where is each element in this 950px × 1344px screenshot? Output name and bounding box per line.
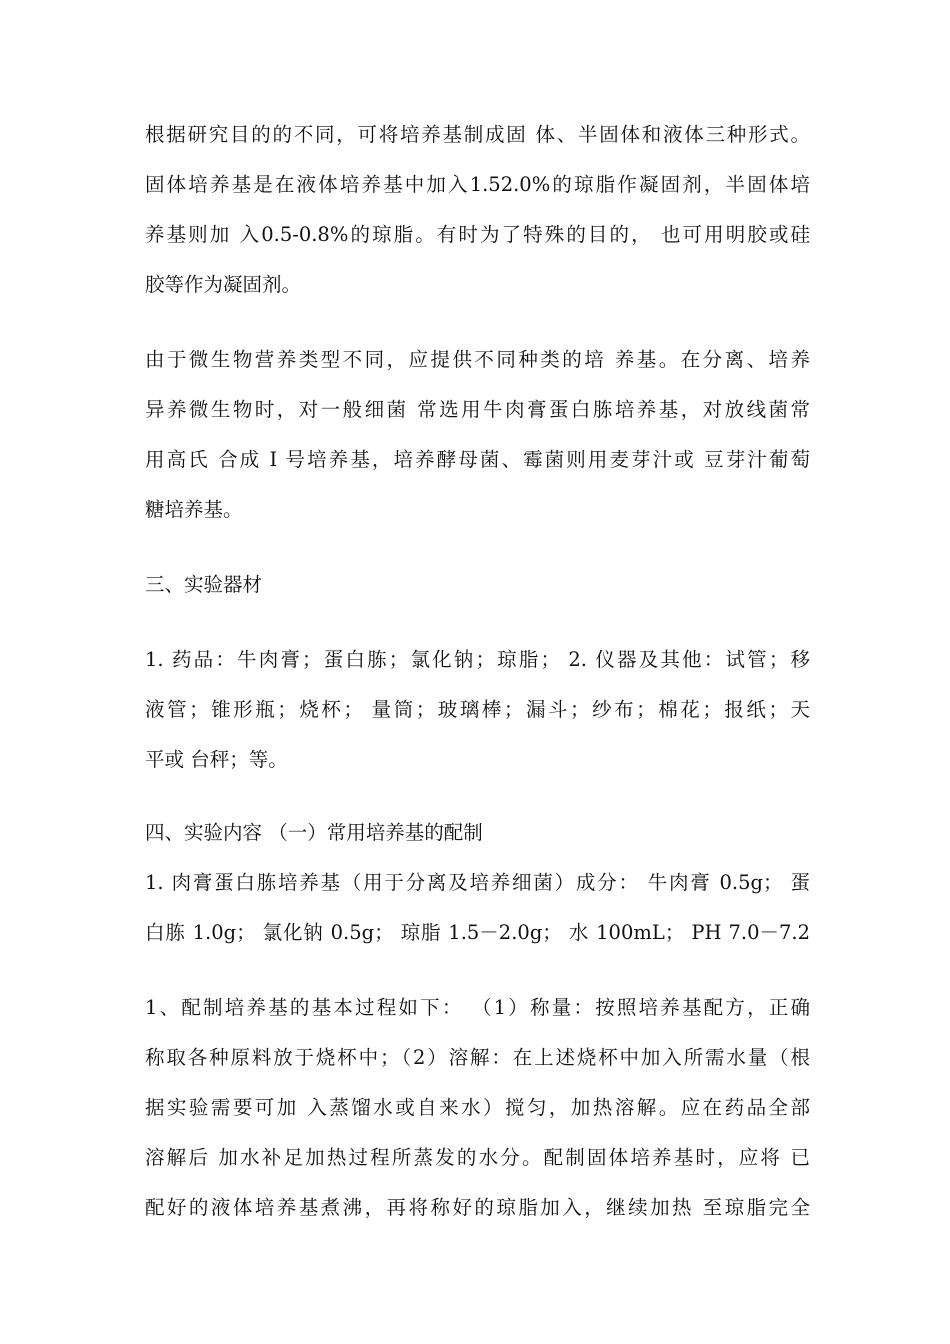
text-line: 固体培养基是在液体培养基中加入1.52.0%的琼脂作凝固剂，半固体培 <box>145 173 810 196</box>
text-line: 据实验需要可加 入蒸馏水或自来水）搅匀，加热溶解。应在药品全部 <box>145 1096 810 1119</box>
paragraph-materials-list <box>145 635 810 785</box>
section-heading: 三、实验器材 <box>145 573 263 596</box>
paragraph-medium-forms <box>145 110 810 310</box>
text-line: 配好的液体培养基煮沸，再将称好的琼脂加入，继续加热 至琼脂完全 <box>145 1196 810 1219</box>
paragraph-preparation-process <box>145 983 810 1233</box>
text-line: 1、配制培养基的基本过程如下： （1）称量：按照培养基配方，正确 <box>145 996 810 1019</box>
paragraph-medium-types <box>145 335 810 535</box>
text-line: 溶解后 加水补足加热过程所蒸发的水分。配制固体培养基时，应将 已 <box>145 1146 810 1169</box>
text-line: 由于微生物营养类型不同，应提供不同种类的培 养基。在分离、培养 <box>145 348 810 371</box>
section-heading: 四、实验内容 （一）常用培养基的配制 <box>145 821 483 844</box>
text-line: 白胨 1.0g； 氯化钠 0.5g； 琼脂 1.5－2.0g； 水 100mL； PH 7.0－7.2 <box>145 921 810 944</box>
text-line: 根据研究目的的不同，可将培养基制成固 体、半固体和液体三种形式。 <box>145 123 810 146</box>
text-line: 称取各种原料放于烧杯中；（2）溶解：在上述烧杯中加入所需水量（根 <box>145 1046 810 1069</box>
text-line: 1. 药品：牛肉膏；蛋白胨；氯化钠；琼脂； 2. 仪器及其他：试管；移 <box>145 648 810 671</box>
text-line: 1. 肉膏蛋白胨培养基（用于分离及培养细菌）成分： 牛肉膏 0.5g； 蛋 <box>145 871 810 894</box>
text-line: 用高氏 合成 I 号培养基，培养酵母菌、霉菌则用麦芽汁或 豆芽汁葡萄 <box>145 448 810 471</box>
text-line: 养基则加 入0.5-0.8%的琼脂。有时为了特殊的目的， 也可用明胶或硅 <box>145 223 810 246</box>
text-line: 异养微生物时，对一般细菌 常选用牛肉膏蛋白胨培养基，对放线菌常 <box>145 398 810 421</box>
text-line: 胶等作为凝固剂。 <box>145 273 302 296</box>
paragraph-experiment-content <box>145 808 810 958</box>
text-line: 糖培养基。 <box>145 498 243 521</box>
section-heading-materials <box>145 560 810 610</box>
text-line: 液管；锥形瓶；烧杯； 量筒；玻璃棒；漏斗；纱布；棉花；报纸；天 <box>145 698 810 721</box>
text-line: 平或 台秤；等。 <box>145 748 288 771</box>
